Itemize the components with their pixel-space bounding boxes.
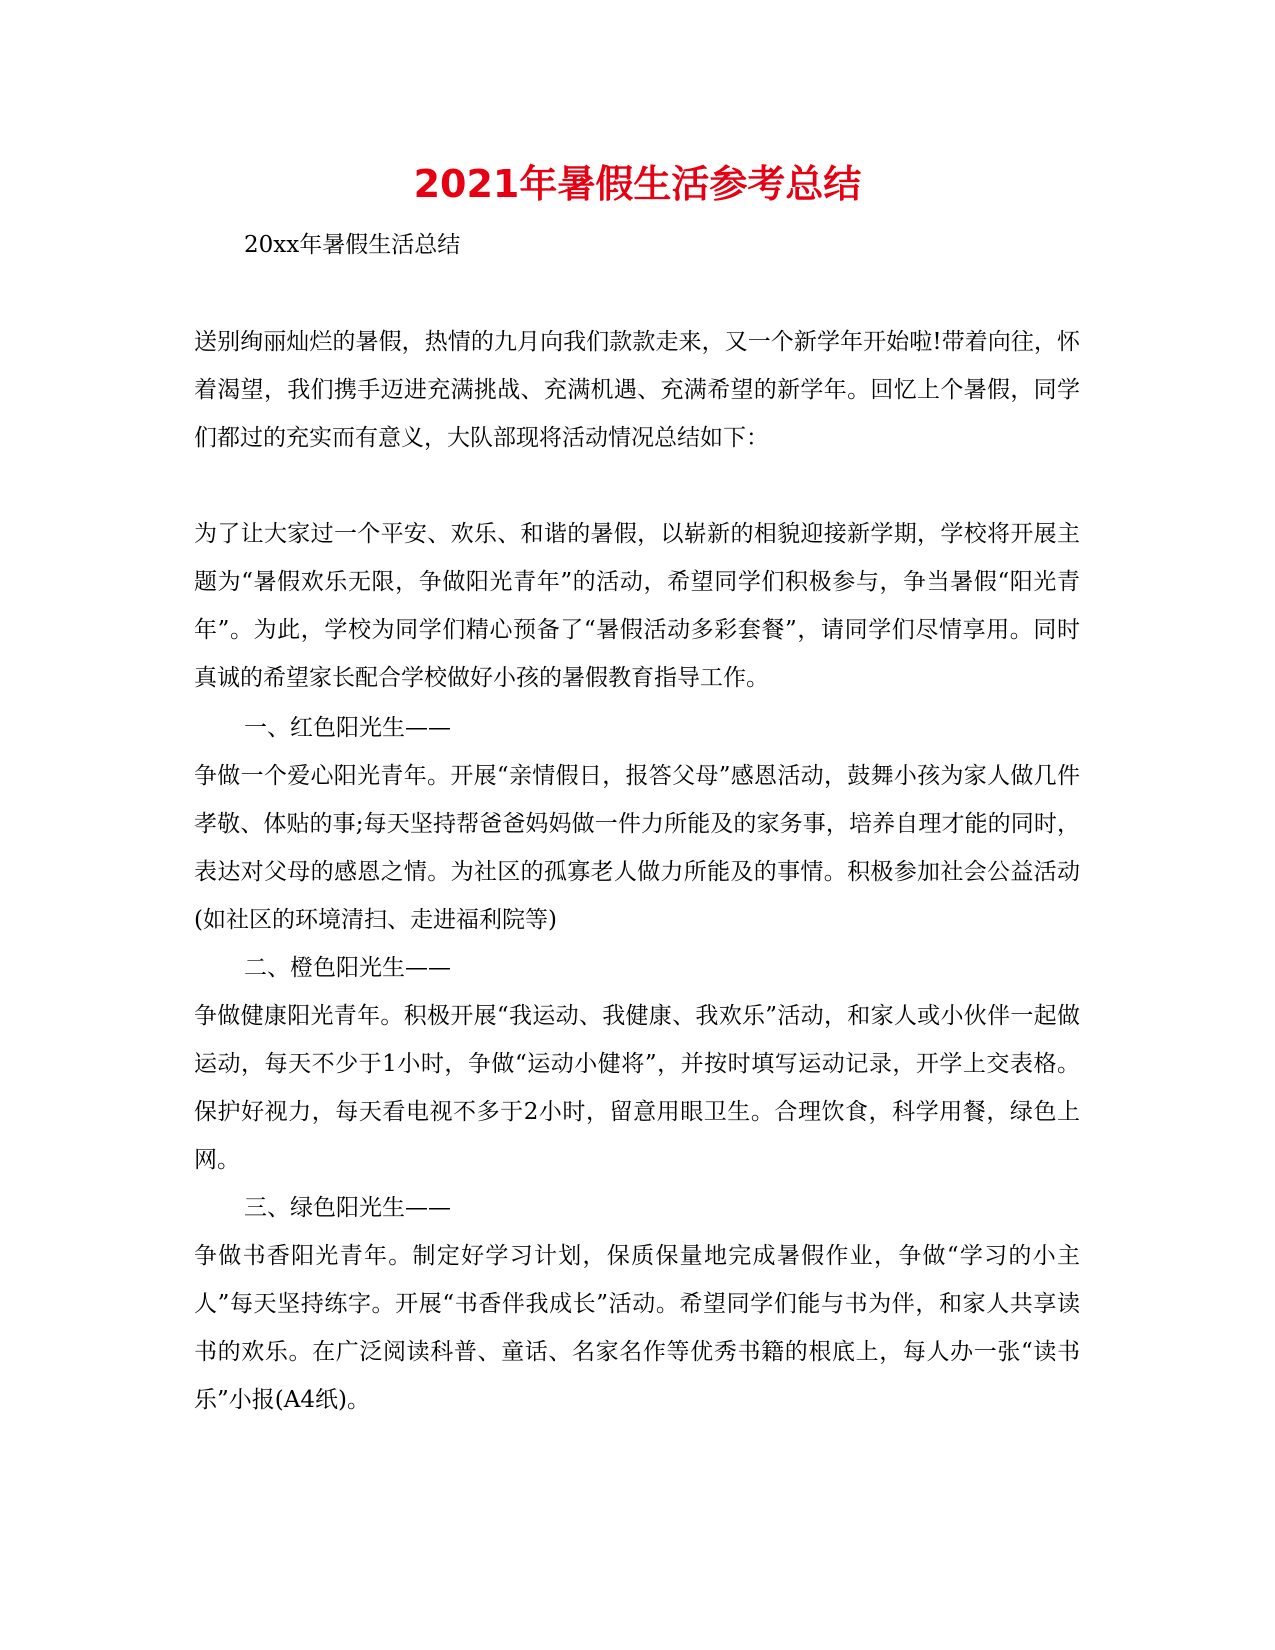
intro-paragraph: 送别绚丽灿烂的暑假，热情的九月向我们款款走来，又一个新学年开始啦!带着向往，怀着渴望，我们携手迈进充满挑战、充满机遇、充满希望的新学年。回忆上个暑假，同学们都过的充实而有意义，大队部现将活动情况总结如下： [194,329,1080,451]
section-text-red: 争做一个爱心阳光青年。开展“亲情假日，报答父母”感恩活动，鼓舞小孩为家人做几件孝敬、体贴的事;每天坚持帮爸爸妈妈做一件力所能及的家务事，培养自理才能的同时，表达对父母的感恩之情。为社区的孤寡老人做力所能及的事情。积极参加社会公益活动(如社区的环境清扫、走进福利院等) [194,763,1080,933]
document-subtitle: 20xx年暑假生活总结 [244,232,461,258]
section-text-green: 争做书香阳光青年。制定好学习计划，保质保量地完成暑假作业，争做“学习的小主人”每天坚持练字。开展“书香伴我成长”活动。希望同学们能与书为伴，和家人共享读书的欢乐。在广泛阅读科普、童话、名家名作等优秀书籍的根底上，每人办一张“读书乐”小报(A4纸)。 [194,1243,1080,1413]
document-title: 2021年暑假生活参考总结 [413,162,862,206]
section-heading-red: 一、红色阳光生—— [244,715,451,741]
section-heading-orange: 二、橙色阳光生—— [244,955,451,981]
section-heading-green: 三、绿色阳光生—— [244,1195,451,1221]
activity-paragraph: 为了让大家过一个平安、欢乐、和谐的暑假，以崭新的相貌迎接新学期，学校将开展主题为“暑假欢乐无限，争做阳光青年”的活动，希望同学们积极参与，争当暑假“阳光青年”。为此，学校为同学们精心预备了“暑假活动多彩套餐”，请同学们尽情享用。同时真诚的希望家长配合学校做好小孩的暑假教育指导工作。 [194,521,1080,691]
section-text-orange: 争做健康阳光青年。积极开展“我运动、我健康、我欢乐”活动，和家人或小伙伴一起做运动，每天不少于1小时，争做“运动小健将”，并按时填写运动记录，开学上交表格。保护好视力，每天看电视不多于2小时，留意用眼卫生。合理饮食，科学用餐，绿色上网。 [194,1003,1080,1173]
